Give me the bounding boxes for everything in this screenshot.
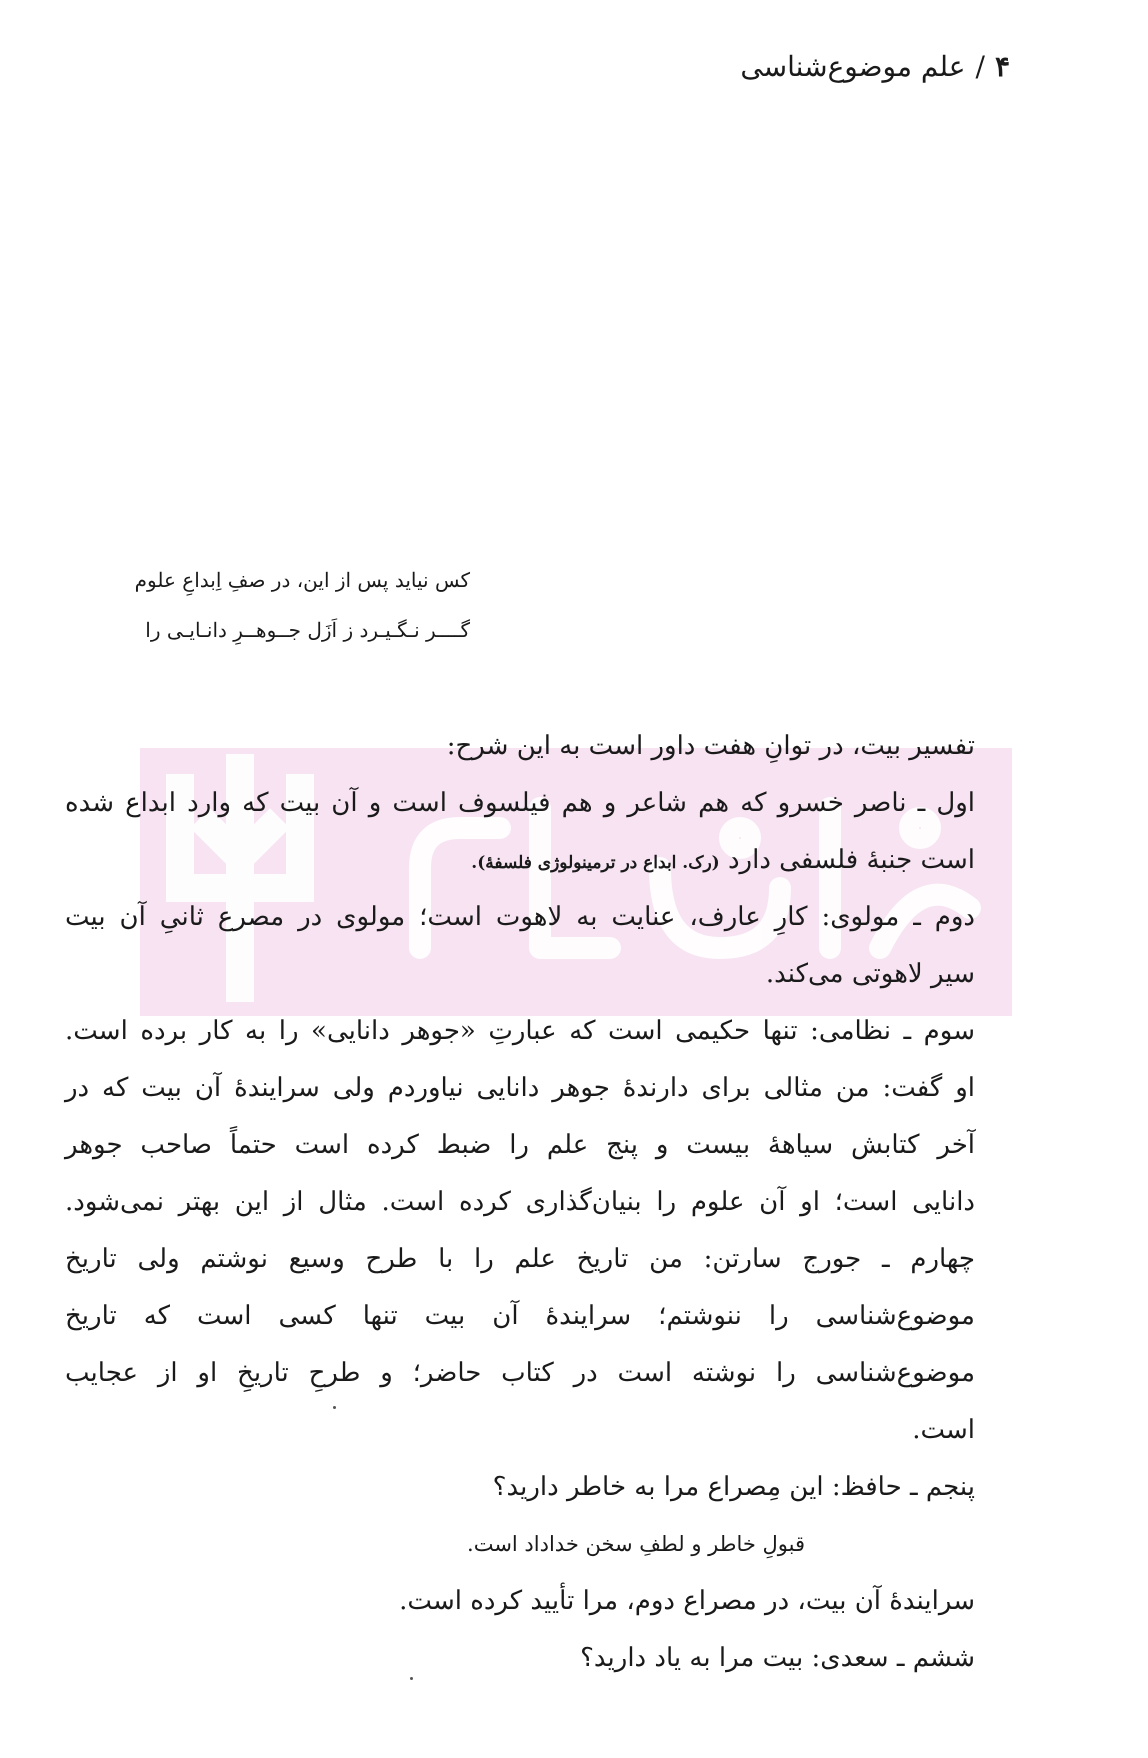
text-line: موضوع‌شناسی را ننوشتم؛ سرایندهٔ آن بیت تنها کسی است که تاریخ xyxy=(65,1301,975,1331)
text-line: ششم ـ سعدی: بیت مرا به یاد دارید؟ xyxy=(580,1643,975,1673)
text-line: اول ـ ناصر خسرو که هم شاعر و هم فیلسوف است و آن بیت که وارد ابداع شده xyxy=(65,788,975,818)
page-number: ۴ xyxy=(994,50,1010,83)
text-line xyxy=(65,832,975,889)
speck xyxy=(410,1677,413,1680)
epigraph-verse xyxy=(60,555,470,655)
text-line: دانایی است؛ او آن علوم را بنیان‌گذاری کرده است. مثال از این بهتر نمی‌شود. xyxy=(65,1187,975,1217)
reference-note: (رک. ابداع در ترمینولوژی فلسفهٔ). xyxy=(471,853,720,873)
book-title: علم موضوع‌شناسی xyxy=(740,50,966,83)
text-line: چهارم ـ جورج سارتن: من تاریخ علم را با طرح وسیع نوشتم ولی تاریخ xyxy=(65,1244,975,1274)
text-line: است. xyxy=(912,1415,975,1445)
text-line: تفسیر بیت، در توانِ هفت داور است به این شرح: xyxy=(446,731,975,761)
epigraph-line-1: کس نیاید پس از این، در صفِ اِبداعِ علوم xyxy=(134,568,470,592)
text-line: سیر لاهوتی می‌کند. xyxy=(765,959,975,989)
header-separator: / xyxy=(975,50,985,83)
watermark-text: دابازار xyxy=(140,733,181,752)
text-fragment: است جنبهٔ فلسفی دارد xyxy=(727,845,975,875)
main-text xyxy=(65,718,975,1687)
speck xyxy=(333,1406,336,1409)
text-line: دوم ـ مولوی: کارِ عارف، عنایت به لاهوت است؛ مولوی در مصرع ثانیِ آن بیت xyxy=(65,902,975,932)
running-header xyxy=(70,50,1010,84)
epigraph-line-2: گــــر نـگـیـرد ز اَزَل جــوهــرِ دانـایـی را xyxy=(145,618,470,642)
text-line: او گفت: من مثالی برای دارندهٔ جوهر دانایی نیاوردم ولی سرایندهٔ آن بیت که در xyxy=(65,1073,975,1103)
text-line: سرایندهٔ آن بیت، در مصراع دوم، مرا تأیید کرده است. xyxy=(399,1586,975,1616)
text-line: سوم ـ نظامی: تنها حکیمی است که عبارتِ «جوهر دانایی» را به کار برده است. xyxy=(65,1016,975,1046)
text-line: آخر کتابش سیاههٔ بیست و پنج علم را ضبط کرده است حتماً صاحب جوهر xyxy=(65,1130,975,1160)
text-line: پنجم ـ حافظ: این مِصراع مرا به خاطر دارید؟ xyxy=(492,1472,975,1502)
quoted-verse: قبولِ خاطر و لطفِ سخن خداداد است. xyxy=(467,1532,805,1556)
text-line: موضوع‌شناسی را نوشته است در کتاب حاضر؛ و طرحِ تاریخِ او از عجایب xyxy=(65,1358,975,1388)
